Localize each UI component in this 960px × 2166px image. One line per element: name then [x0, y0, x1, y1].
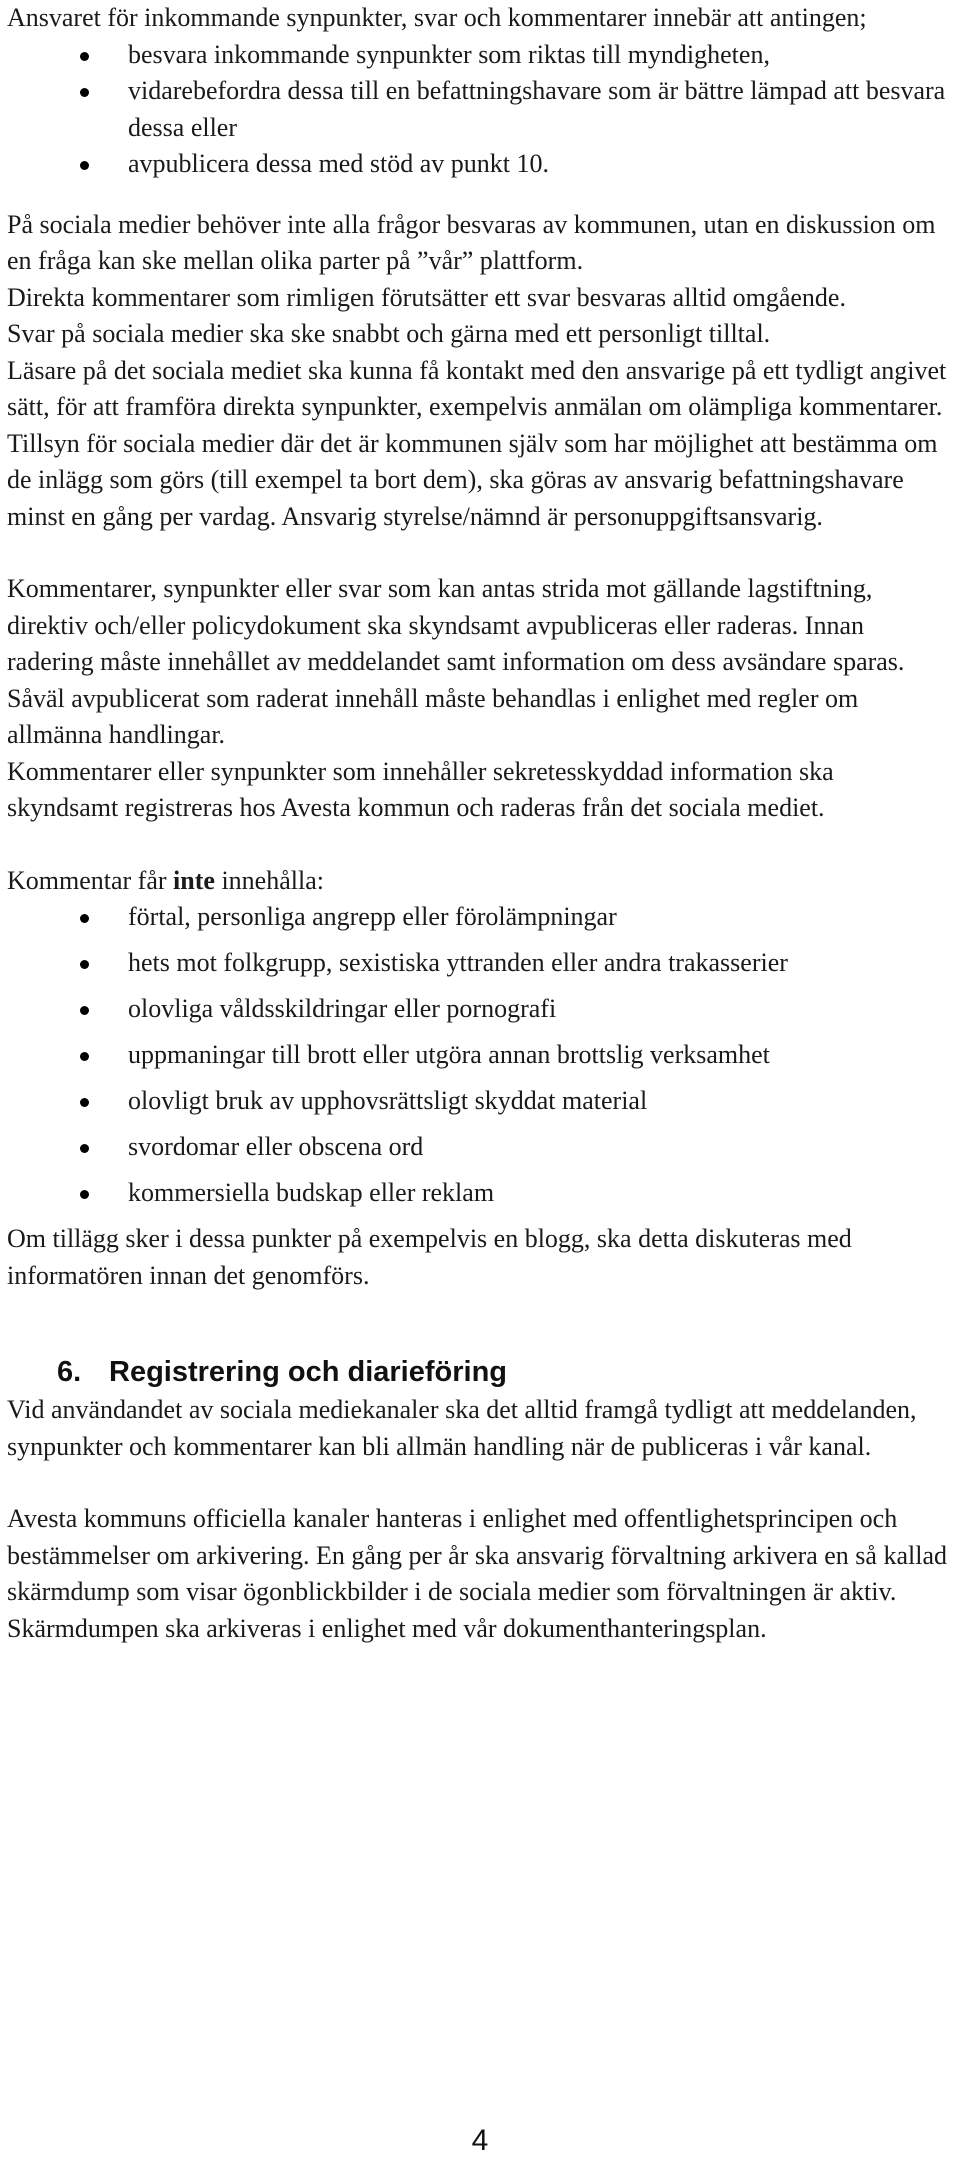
- list-item: vidarebefordra dessa till en befattningshavare som är bättre lämpad att besvara dessa eller: [7, 73, 947, 146]
- list-item: kommersiella budskap eller reklam: [7, 1175, 947, 1212]
- list-item: besvara inkommande synpunkter som riktas till myndigheten,: [7, 37, 947, 74]
- prohibited-content-intro: [7, 863, 947, 900]
- list-item: hets mot folkgrupp, sexistiska yttranden eller andra trakasserier: [7, 945, 947, 982]
- paragraph: Skärmdumpen ska arkiveras i enlighet med vår dokumenthanteringsplan.: [7, 1613, 767, 1643]
- paragraph: Tillsyn för sociala medier där det är kommunen själv som har möjlighet att bestämma om de inlägg som görs (till exempel ta bort dem), ska göras av ansvarig befattningshavare minst en gång per vardag. Ansvarig styrelse/nämnd är personuppgiftsansvarig.: [7, 428, 938, 531]
- paragraph: Läsare på det sociala mediet ska kunna få kontakt med den ansvarige på ett tydligt angivet sätt, för att framföra direkta synpunkter, exempelvis anmälan om olämpliga kommentarer.: [7, 355, 947, 421]
- responsibility-list: [7, 37, 947, 183]
- paragraph: Svar på sociala medier ska ske snabbt och gärna med ett personligt tilltal.: [7, 319, 771, 348]
- list-item: svordomar eller obscena ord: [7, 1129, 947, 1166]
- paragraph: Kommentarer eller synpunkter som innehåller sekretesskyddad information ska skyndsamt registreras hos Avesta kommun och raderas från det sociala mediet.: [7, 756, 834, 822]
- list-item: olovliga våldsskildringar eller pornografi: [7, 991, 947, 1028]
- responsibility-intro: Ansvaret för inkommande synpunkter, svar och kommentarer innebär att antingen;: [7, 3, 867, 32]
- page-content: [7, 0, 947, 1647]
- list-item: avpublicera dessa med stöd av punkt 10.: [7, 146, 947, 183]
- list-item: förtal, personliga angrepp eller förolämpningar: [7, 899, 947, 936]
- intro-text: Kommentar får: [7, 865, 174, 895]
- prohibited-content-list: [7, 899, 947, 1212]
- paragraph: Kommentarer, synpunkter eller svar som kan antas strida mot gällande lagstiftning, direktiv och/eller policydokument ska skyndsamt avpubliceras eller raderas. Innan radering måste innehållet av meddelandet samt information om dess avsändare sparas. Såväl avpublicerat som raderat innehåll måste behandlas i enlighet med regler om allmänna handlingar.: [7, 574, 905, 749]
- section-title: Registrering och diarieföring: [109, 1356, 507, 1388]
- paragraph: På sociala medier behöver inte alla frågor besvaras av kommunen, utan en diskussion om en fråga kan ske mellan olika parter på ”vår” plattform.: [7, 209, 936, 275]
- section-heading: [7, 1352, 947, 1392]
- paragraph: Vid användandet av sociala mediekanaler ska det alltid framgå tydligt att meddelanden, synpunkter och kommentarer kan bli allmän handling när de publiceras i vår kanal.: [7, 1395, 917, 1461]
- intro-text: innehålla:: [214, 865, 324, 895]
- intro-emphasis: inte: [173, 865, 215, 895]
- list-item: uppmaningar till brott eller utgöra annan brottslig verksamhet: [7, 1037, 947, 1074]
- paragraph: Direkta kommentarer som rimligen förutsätter ett svar besvaras alltid omgående.: [7, 282, 846, 312]
- page-number: 4: [471, 2124, 489, 2157]
- list-item: olovligt bruk av upphovsrättsligt skyddat material: [7, 1083, 947, 1120]
- paragraph: Om tillägg sker i dessa punkter på exempelvis en blogg, ska detta diskuteras med informatören innan det genomförs.: [7, 1224, 852, 1290]
- paragraph: Avesta kommuns officiella kanaler hanteras i enlighet med offentlighetsprincipen och bestämmelser om arkivering. En gång per år ska ansvarig förvaltning arkivera en så kallad skärmdump som visar ögonblickbilder i de sociala medier som förvaltningen är aktiv.: [7, 1504, 947, 1606]
- section-number: 6.: [57, 1356, 82, 1388]
